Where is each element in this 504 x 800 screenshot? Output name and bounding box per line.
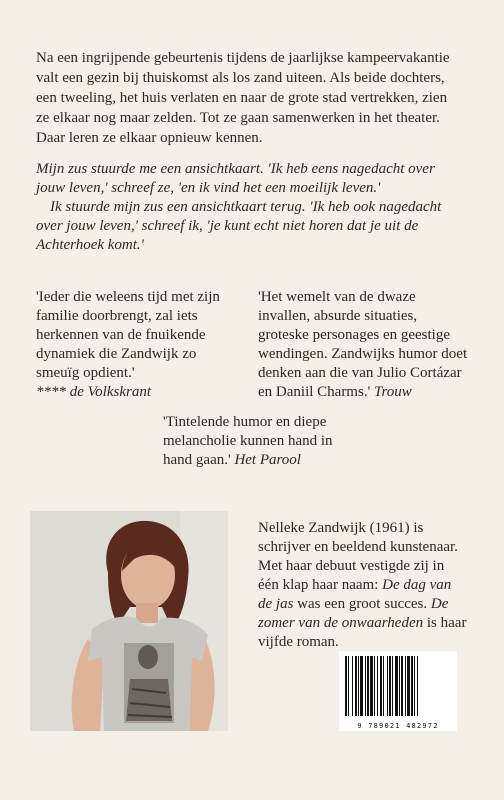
bio-book-title: De zomer van de onwaarheden bbox=[258, 596, 449, 631]
bio-text: was een groot succes. bbox=[297, 596, 428, 612]
review-source: Het Parool bbox=[234, 452, 301, 468]
blurb-line: een tweeling, het huis verlaten en naar de grote stad vertrekken, zien bbox=[36, 90, 448, 106]
excerpt bbox=[36, 160, 466, 255]
blurb-line: valt een gezin bij thuiskomst als los zand uiteen. Als beide dochters, bbox=[36, 70, 445, 86]
review-quote: 'Ieder die weleens tijd met zijn familie doorbrengt, zal iets herkennen van de fnuikende dynamiek die Zandwijk zo smeuïg opdient.' bbox=[36, 289, 220, 381]
isbn-barcode bbox=[339, 651, 457, 731]
review-trouw bbox=[258, 288, 470, 402]
blurb-line: Na een ingrijpende gebeurtenis tijdens de jaarlijkse kampeervakantie bbox=[36, 50, 450, 66]
review-source: Trouw bbox=[374, 384, 412, 400]
bio-text: Nelleke Zandwijk (1961) is schrijver en beeldend kunstenaar. Met haar debuut vestigde zij in één klap haar naam: bbox=[258, 520, 458, 593]
blurb-line: ze elkaar nog maar zelden. Tot ze gaan samenwerken in het theater. bbox=[36, 110, 440, 126]
excerpt-paragraph: Mijn zus stuurde me een ansichtkaart. 'Ik heb eens nagedacht over jouw leven,' schreef ze, 'en ik vind het een moeilijk leven.' bbox=[36, 161, 435, 196]
bio-text: is haar vijfde roman. bbox=[258, 615, 467, 650]
author-bio bbox=[258, 519, 468, 652]
barcode-bars bbox=[339, 651, 457, 721]
isbn-digits: 9 789021 482972 bbox=[357, 722, 439, 730]
bio-book-title: De dag van de jas bbox=[258, 577, 452, 612]
back-cover-blurb bbox=[36, 48, 466, 148]
review-quote: 'Tintelende humor en diepe melancholie kunnen hand in hand gaan.' bbox=[163, 414, 333, 468]
review-volkskrant bbox=[36, 288, 240, 402]
author-portrait-illustration bbox=[30, 511, 228, 731]
excerpt-paragraph: Ik stuurde mijn zus een ansichtkaart terug. 'Ik heb ook nagedacht over jouw leven,' schreef ik, 'je kunt echt niet horen dat je uit de Achterhoek komt.' bbox=[36, 199, 442, 253]
blurb-line: Daar leren ze elkaar opnieuw kennen. bbox=[36, 130, 263, 146]
author-photo bbox=[30, 511, 228, 731]
review-parool bbox=[163, 413, 343, 470]
review-source: **** de Volkskrant bbox=[36, 384, 151, 400]
review-quote: 'Het wemelt van de dwaze invallen, absurde situaties, groteske personages en geestige wendingen. Zandwijks humor doet denken aan die van Julio Cortázar en Daniil Charms.' bbox=[258, 289, 468, 400]
